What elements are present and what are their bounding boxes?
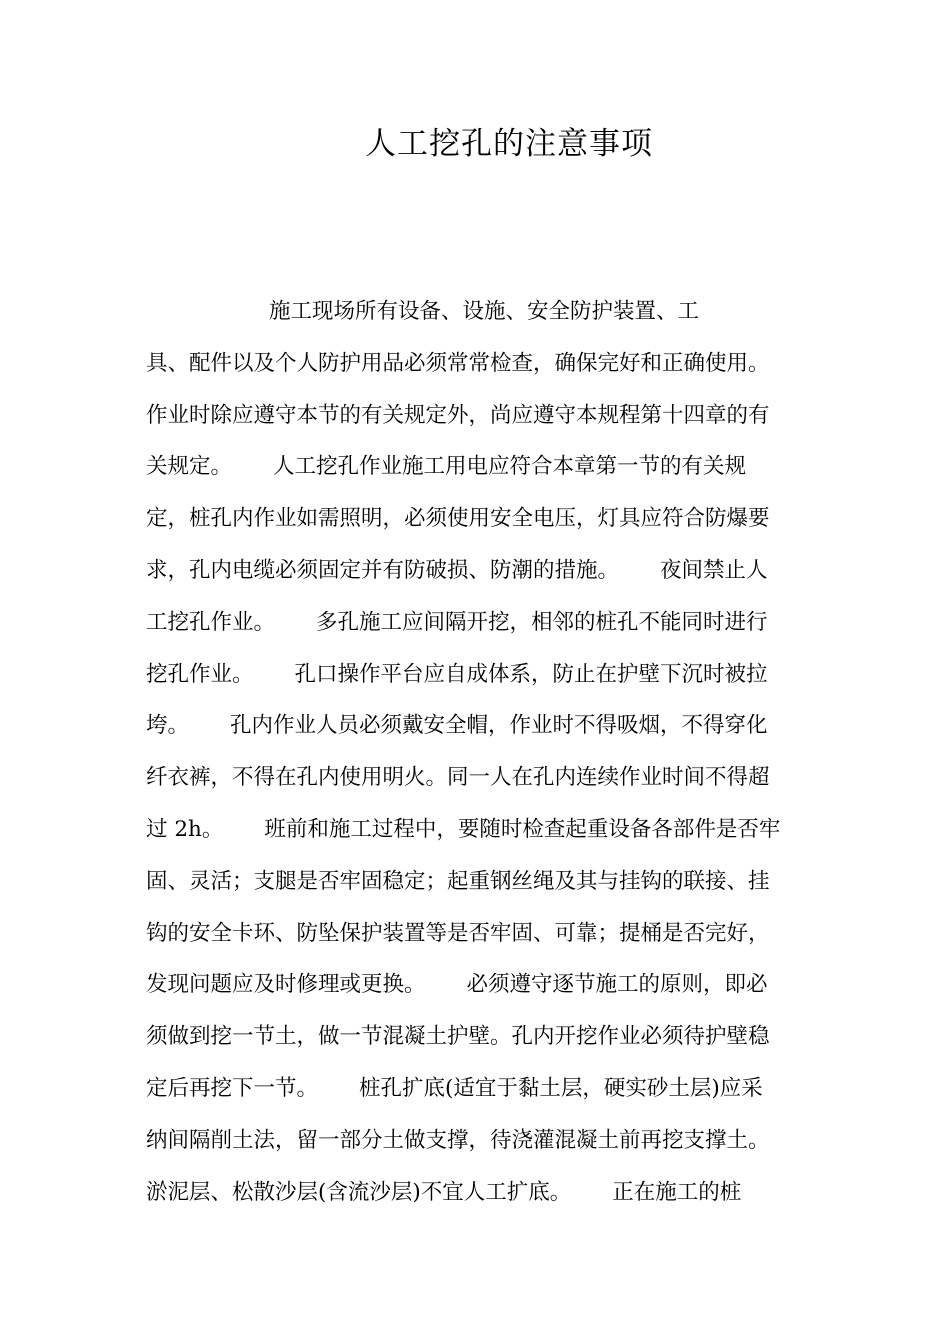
body-text-line: 纤衣裤，不得在孔内使用明火。同一人在孔内连续作业时间不得超 xyxy=(146,765,770,791)
body-text-line: 关规定。 人工挖孔作业施工用电应符合本章第一节的有关规 xyxy=(146,454,747,480)
document-title: 人工挖孔的注意事项 xyxy=(365,126,653,162)
body-text-line: 定后再挖下一节。 桩孔扩底(适宜于黏土层，硬实砂土层)应采 xyxy=(146,1075,763,1101)
body-text-line: 固、灵活；支腿是否牢固稳定；起重钢丝绳及其与挂钩的联接、挂 xyxy=(146,868,770,894)
body-text-line: 挖孔作业。 孔口操作平台应自成体系，防止在护壁下沉时被拉 xyxy=(146,661,768,687)
document-body xyxy=(146,286,806,1218)
body-text-line: 工挖孔作业。 多孔施工应间隔开挖，相邻的桩孔不能同时进行 xyxy=(146,609,768,635)
body-text-line: 纳间隔削土法，留一部分土做支撑，待浇灌混凝土前再挖支撑土。 xyxy=(146,1127,770,1153)
body-text-line: 求，孔内电缆必须固定并有防破损、防潮的措施。 夜间禁止人 xyxy=(146,557,768,583)
body-text-line: 施工现场所有设备、设施、安全防护装置、工 xyxy=(146,299,700,324)
body-text-line: 钩的安全卡环、防坠保护装置等是否牢固、可靠；提桶是否完好， xyxy=(146,920,770,946)
body-text-line: 须做到挖一节土，做一节混凝土护壁。孔内开挖作业必须待护壁稳 xyxy=(146,1024,770,1050)
body-text-line: 淤泥层、松散沙层(含流沙层)不宜人工扩底。 正在施工的桩 xyxy=(146,1179,742,1205)
body-text-line: 具、配件以及个人防护用品必须常常检查，确保完好和正确使用。 xyxy=(146,350,770,376)
body-text-line: 作业时除应遵守本节的有关规定外，尚应遵守本规程第十四章的有 xyxy=(146,402,770,428)
body-text-line: 垮。 孔内作业人员必须戴安全帽，作业时不得吸烟，不得穿化 xyxy=(146,713,768,739)
body-text-line: 定，桩孔内作业如需照明，必须使用安全电压，灯具应符合防爆要 xyxy=(146,506,770,532)
body-text-line: 发现问题应及时修理或更换。 必须遵守逐节施工的原则，即必 xyxy=(146,972,768,998)
body-text-line: 过 2h。 班前和施工过程中，要随时检查起重设备各部件是否牢 xyxy=(146,816,781,842)
